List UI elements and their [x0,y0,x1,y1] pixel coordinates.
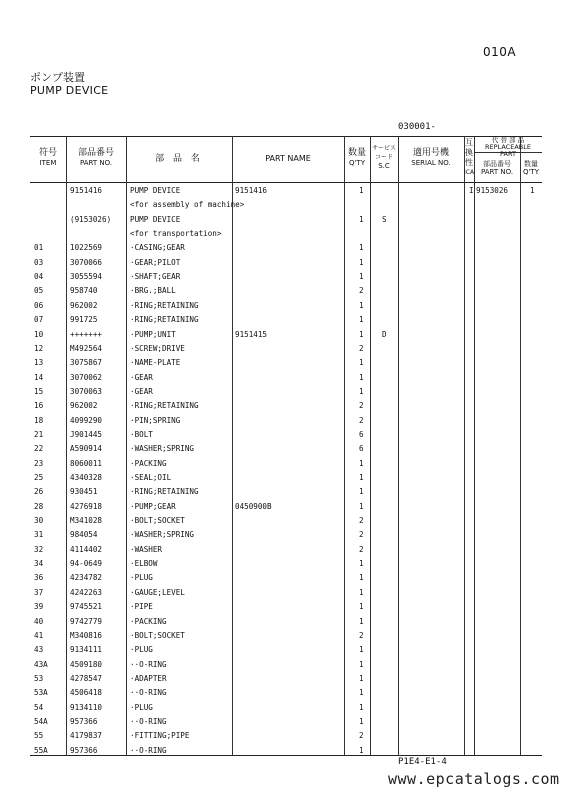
cell-item: 54 [34,702,44,712]
cell-item: 53 [34,673,44,683]
cell-rqty: 1 [530,186,535,195]
table-row [30,615,542,630]
cell-part: (9153026) [70,214,112,224]
cell-part: 4242263 [70,587,103,597]
cell-qty: 1 [359,587,364,597]
table-top-border [30,136,542,137]
table-row [30,371,542,386]
cell-item: 53A [34,688,48,698]
cell-qty: 2 [359,286,364,296]
cell-sc: S [382,214,387,224]
table-row [30,586,542,601]
cell-part: M492564 [70,343,103,353]
cell-qty: 1 [359,673,364,683]
cell-name: ·RING;RETAINING [130,315,199,325]
cell-qty: 2 [359,530,364,540]
cell-part: 94-0649 [70,559,103,569]
cell-part: 9134111 [70,645,103,655]
cell-qty: 1 [359,559,364,569]
table-row [30,643,542,658]
cell-pn: 9151416 [235,186,268,195]
cell-part: 962002 [70,401,98,411]
table-row [30,184,542,199]
cell-qty: 1 [359,645,364,655]
cell-name: <for transportation> [130,229,222,239]
header-serial: 適用号機 SERIAL NO. [411,148,451,167]
cell-qty: 1 [359,372,364,382]
cell-part: M340816 [70,630,103,640]
cell-item: 15 [34,386,44,396]
cell-name: ·BOLT;SOCKET [130,630,185,640]
cell-part: J901445 [70,429,103,439]
cell-qty: 1 [359,688,364,698]
cell-qty: 1 [359,257,364,267]
cell-item: 55A [34,745,48,755]
cell-item: 13 [34,358,44,368]
cell-name: ·PLUG [130,573,153,583]
cell-part: 984054 [70,530,98,540]
table-row [30,514,542,529]
table-row [30,457,542,472]
cell-part: 9151416 [70,186,103,195]
page-code: 010A [483,45,517,59]
table-row [30,198,542,213]
cell-name: ·WASHER;SPRING [130,530,195,540]
cell-qty: 1 [359,272,364,282]
cell-part: 930451 [70,487,98,497]
table-row [30,701,542,716]
cell-name: ·GEAR [130,372,153,382]
cell-item: 32 [34,544,44,554]
cell-name: ·WASHER [130,544,163,554]
table-row [30,227,542,242]
cell-item: 43A [34,659,48,669]
cell-part: 4276918 [70,501,103,511]
header-replaceable: 代 替 部 品 REPLACEABLE PART [485,136,531,158]
cell-part: 9742779 [70,616,103,626]
cell-name: ·PACKING [130,616,167,626]
cell-part: 3070062 [70,372,103,382]
cell-name: ·ADAPTER [130,673,167,683]
cell-qty: 1 [359,386,364,396]
table-row [30,442,542,457]
cell-item: 54A [34,716,48,726]
table-row [30,299,542,314]
header-bottom-border [30,182,542,183]
cell-qty: 2 [359,516,364,526]
table-row [30,686,542,701]
cell-part: 4506418 [70,688,103,698]
footer-code: P1E4-E1-4 [398,757,447,767]
cell-name: ·SCREW;DRIVE [130,343,185,353]
cell-item: 12 [34,343,44,353]
table-row [30,399,542,414]
cell-part: 9745521 [70,602,103,612]
cell-item: 30 [34,516,44,526]
cell-name: ·PACKING [130,458,167,468]
cell-name: ·PUMP;UNIT [130,329,176,339]
cell-part: 957366 [70,716,98,726]
table-row [30,715,542,730]
cell-qty: 1 [359,214,364,224]
cell-name: ·BOLT [130,429,153,439]
table-row [30,471,542,486]
header-qty: 数量 Q'TY [347,148,366,167]
header-part-no: 部品番号 PART NO. [77,148,114,167]
cell-name: ·PIN;SPRING [130,415,181,425]
cell-part: 4509180 [70,659,103,669]
cell-item: 06 [34,300,44,310]
cell-name: ·PLUG [130,702,153,712]
cell-rpart: 9153026 [476,186,509,195]
cell-part: 3070066 [70,257,103,267]
cell-item: 10 [34,329,44,339]
cell-name: PUMP DEVICE [130,186,181,195]
cell-name: ·PIPE [130,602,153,612]
cell-name: ·GEAR;PILOT [130,257,181,267]
table-row [30,528,542,543]
cell-item: 39 [34,602,44,612]
cell-item: 36 [34,573,44,583]
cell-name: ·CASING;GEAR [130,243,185,253]
header-repl-part-no: 部品番号 PART NO. [480,160,514,176]
cell-part: +++++++ [70,329,103,339]
cell-pn: 9151415 [235,329,268,339]
cell-qty: 1 [359,573,364,583]
table-row [30,256,542,271]
table-row [30,672,542,687]
cell-part: 3075867 [70,358,103,368]
header-part-name: PART NAME [265,154,311,163]
cell-qty: 1 [359,473,364,482]
serial-range: 030001- [398,122,436,132]
table-row [30,629,542,644]
cell-part: M341028 [70,516,103,526]
cell-part: 4340328 [70,473,103,482]
cell-name: ·BRG.;BALL [130,286,176,296]
cell-name: ·GEAR [130,386,153,396]
table-row [30,213,542,228]
table-row [30,328,542,343]
cell-qty: 1 [359,186,364,195]
page-title: PUMP DEVICE [30,84,109,97]
cell-qty: 1 [359,716,364,726]
header-ica: 互 換 性 ICA [464,138,475,176]
cell-part: 8060011 [70,458,103,468]
cell-qty: 6 [359,429,364,439]
cell-item: 14 [34,372,44,382]
cell-name: ·BOLT;SOCKET [130,516,185,526]
cell-name: ·PLUG [130,645,153,655]
cell-item: 22 [34,444,44,454]
cell-name: ·NAME-PLATE [130,358,181,368]
cell-name: PUMP DEVICE [130,214,181,224]
cell-item: 23 [34,458,44,468]
table-row [30,270,542,285]
cell-name: ·SHAFT;GEAR [130,272,181,282]
cell-part: 3070063 [70,386,103,396]
cell-name: ·ELBOW [130,559,158,569]
table-row [30,658,542,673]
cell-qty: 1 [359,300,364,310]
cell-name: ··O-RING [130,745,167,755]
cell-part: 958740 [70,286,98,296]
table-row [30,543,542,558]
cell-item: 55 [34,731,44,741]
cell-item: 43 [34,645,44,655]
cell-item: 26 [34,487,44,497]
table-row [30,284,542,299]
parts-table [30,136,542,756]
table-row [30,557,542,572]
cell-qty: 1 [359,243,364,253]
cell-qty: 1 [359,315,364,325]
cell-item: 40 [34,616,44,626]
table-row [30,241,542,256]
cell-item: 34 [34,559,44,569]
cell-qty: 1 [359,602,364,612]
table-row [30,485,542,500]
cell-qty: 1 [359,501,364,511]
table-row [30,571,542,586]
cell-qty: 2 [359,401,364,411]
table-row [30,744,542,759]
cell-qty: 1 [359,702,364,712]
cell-name: ·RING;RETAINING [130,401,199,411]
cell-name: ··O-RING [130,716,167,726]
cell-qty: 1 [359,329,364,339]
watermark: www.epcatalogs.com [388,770,560,788]
cell-part: 4099290 [70,415,103,425]
cell-qty: 1 [359,487,364,497]
table-row [30,356,542,371]
cell-item: 05 [34,286,44,296]
cell-name: ·SEAL;OIL [130,473,172,482]
cell-qty: 6 [359,444,364,454]
cell-name: ·FITTING;PIPE [130,731,190,741]
table-row [30,385,542,400]
table-row [30,600,542,615]
cell-name: <for assembly of machine> [130,200,245,210]
cell-name: ··O-RING [130,688,167,698]
cell-name: ·PUMP;GEAR [130,501,176,511]
cell-part: 991725 [70,315,98,325]
header-repl-qty: 数量 Q'TY [523,160,539,176]
cell-part: 957366 [70,745,98,755]
cell-part: A590914 [70,444,103,454]
cell-part: 4234782 [70,573,103,583]
cell-part: 962002 [70,300,98,310]
cell-name: ·GAUGE;LEVEL [130,587,185,597]
cell-qty: 2 [359,343,364,353]
header-service-code: サービス コード S.C [371,145,396,170]
cell-part: 4278547 [70,673,103,683]
table-row [30,729,542,744]
cell-item: 04 [34,272,44,282]
cell-item: 07 [34,315,44,325]
table-row [30,313,542,328]
cell-pn: 0450900B [235,501,272,511]
cell-item: 16 [34,401,44,411]
header-item: 符号 ITEM [38,148,57,167]
cell-sc: D [382,329,387,339]
cell-item: 31 [34,530,44,540]
cell-part: 4114402 [70,544,103,554]
cell-item: 03 [34,257,44,267]
cell-qty: 1 [359,659,364,669]
cell-item: 25 [34,473,44,482]
cell-item: 21 [34,429,44,439]
cell-item: 01 [34,243,44,253]
cell-item: 41 [34,630,44,640]
page-title-jp: ポンプ装置 [30,71,85,84]
cell-qty: 1 [359,616,364,626]
header-name-jp: 部 品 名 [155,154,203,164]
cell-qty: 1 [359,745,364,755]
cell-qty: 2 [359,544,364,554]
cell-qty: 2 [359,630,364,640]
cell-item: 28 [34,501,44,511]
cell-ica: I [469,186,474,195]
cell-qty: 2 [359,415,364,425]
cell-name: ··O-RING [130,659,167,669]
cell-qty: 1 [359,358,364,368]
table-row [30,500,542,515]
cell-part: 4179837 [70,731,103,741]
table-row [30,428,542,443]
cell-part: 9134110 [70,702,103,712]
cell-part: 1022569 [70,243,103,253]
cell-name: ·RING;RETAINING [130,300,199,310]
cell-qty: 2 [359,731,364,741]
cell-name: ·RING;RETAINING [130,487,199,497]
table-row [30,342,542,357]
cell-qty: 1 [359,458,364,468]
cell-name: ·WASHER;SPRING [130,444,195,454]
table-row [30,414,542,429]
cell-item: 37 [34,587,44,597]
cell-item: 18 [34,415,44,425]
cell-part: 3055594 [70,272,103,282]
